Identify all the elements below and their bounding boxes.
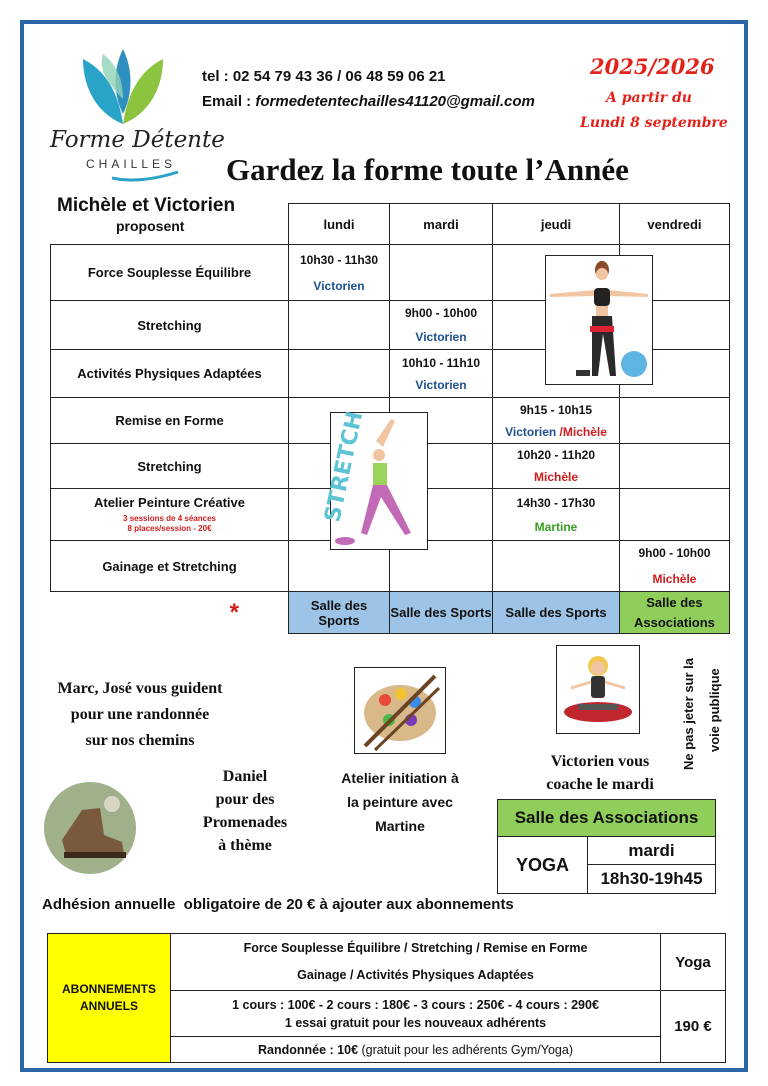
empty-cell [493,541,620,592]
atelier-line: la peinture avec [347,794,453,810]
slot-time: 9h15 - 10h15 [519,402,593,417]
asterisk-cell [51,592,289,634]
adhesion-text: Adhésion annuelle obligatoire de 20 € à ajouter aux abonnements [42,896,514,913]
paint-palette-icon [355,668,445,753]
slot-cell [390,350,493,398]
activity-note: 8 places/session - 20€ [127,524,212,533]
empty-cell [620,398,730,444]
abonnements-table [47,933,726,1063]
fitness-image [545,255,653,385]
activity-name-cell [51,489,289,541]
daniel-text [180,765,310,857]
rando-text [40,676,240,754]
slot-cell [493,444,620,489]
abonnements-label-line: ABONNEMENTS [61,982,156,996]
prices-cell [171,991,661,1037]
yoga-woman-icon [557,646,639,733]
rando-line: Marc, José vous guident [57,680,223,697]
yoga-table [497,799,716,894]
activity-name: Gainage et Stretching [51,541,289,592]
email-address[interactable]: formedetentechailles41120@gmail.com [255,93,535,110]
victorien-line: Victorien vous [550,753,650,770]
activity-name: Remise en Forme [51,398,289,444]
courses-line: Gainage / Activités Physiques Adaptées [297,968,534,982]
vertical-line: Ne pas jeter sur la [681,658,696,770]
slot-cell [620,541,730,592]
activity-name: Atelier Peinture Créative [93,495,245,510]
logo-name: Forme Détente [50,127,225,153]
slot-time: 10h20 - 11h20 [516,448,596,462]
email-line [202,93,535,110]
start-line2: Lundi 8 septembre [580,115,728,131]
slot-coach-2: Michèle [562,424,607,439]
slot-cell [493,398,620,444]
slot-time: 9h00 - 10h00 [404,306,478,320]
slot-cell [390,301,493,350]
abonnements-label-line: ANNUELS [79,999,138,1013]
yoga-label: YOGA [498,837,588,894]
slot-coach: Michèle [652,572,697,586]
hiking-boot-icon [42,780,138,876]
logo-wave-icon [110,168,180,184]
rando-line: sur nos chemins [85,732,195,749]
slot-time: 9h00 - 10h00 [638,546,711,560]
slot-coach: Victorien [415,377,467,392]
venue-cell: Salle des Associations [620,592,730,634]
daniel-line: à thème [218,837,272,854]
atelier-line: Martine [375,818,425,834]
activity-name: Stretching [51,301,289,350]
daniel-line: pour des [215,791,275,808]
vertical-notice [676,658,728,770]
slot-time: 14h30 - 17h30 [516,495,596,510]
fitness-woman-icon [546,256,652,384]
venue-cell: Salle des Sports [390,592,493,634]
prices-line: 1 cours : 100€ - 2 cours : 180€ - 3 cours : 250€ - 4 cours : 290€ [232,997,599,1012]
atelier-text [330,766,470,838]
rando-note: (gratuit pour les adhérents Gym/Yoga) [358,1042,573,1057]
yoga-day: mardi [588,837,716,865]
yoga-venue: Salle des Associations [498,800,716,837]
presenters-sub: proposent [116,218,185,234]
victorien-text [530,750,670,796]
stretch-image [320,409,428,550]
season-text: 2025/2026 [590,54,715,79]
atelier-line: Atelier initiation à [341,770,459,786]
start-line1: A partir du [606,90,692,106]
slot-coach: Victorien [415,330,467,344]
logo-icon [78,44,168,129]
day-header: lundi [289,204,390,245]
slot-time: 10h30 - 11h30 [299,252,379,267]
slot-cell [289,245,390,301]
yoga-image [556,645,640,734]
logo-sub: CHAILLES [86,157,177,171]
slot-coach: Martine [534,519,578,534]
day-header: jeudi [493,204,620,245]
empty-cell [390,245,493,301]
empty-cell [289,350,390,398]
yoga-header: Yoga [661,934,726,991]
vertical-line: voie publique [707,668,722,752]
rando-price-cell [171,1037,661,1063]
activity-name: Activités Physiques Adaptées [51,350,289,398]
presenters: Michèle et Victorien [57,195,236,216]
stretch-woman-icon [320,409,427,549]
rando-line: pour une randonnée [70,706,210,723]
asterisk: * [229,598,239,626]
email-label: Email : [202,93,256,110]
activity-note: 3 sessions de 4 séances [123,514,216,523]
empty-cell [620,489,730,541]
rando-price: Randonnée : 10€ [258,1042,359,1057]
abonnements-label [48,934,171,1063]
victorien-line: coache le mardi [546,776,654,793]
venue-cell: Salle des Sports [493,592,620,634]
daniel-line: Daniel [222,768,268,785]
daniel-line: Promenades [202,814,288,831]
empty-cell [289,301,390,350]
yoga-price: 190 € [661,991,726,1063]
day-header: vendredi [620,204,730,245]
essai-line: 1 essai gratuit pour les nouveaux adhérents [284,1015,547,1030]
empty-cell [620,444,730,489]
courses-line: Force Souplesse Équilibre / Stretching / Remise en Forme [243,941,588,955]
slot-cell [493,489,620,541]
day-header: mardi [390,204,493,245]
slot-coach: Victorien [505,424,557,439]
activity-name: Stretching [51,444,289,489]
phone-text: tel : 02 54 79 43 36 / 06 48 59 06 21 [202,68,446,85]
activity-name: Force Souplesse Équilibre [51,245,289,301]
slot-coach: Victorien [313,278,365,293]
page-title: Gardez la forme toute l’Année [226,152,629,187]
slot-time: 10h10 - 11h10 [401,355,481,370]
palette-image [354,667,446,754]
slot-coaches: Victorien /Michèle [505,424,607,439]
slot-coach: Michèle [533,470,578,484]
courses-list [171,934,661,991]
venue-cell: Salle des Sports [289,592,390,634]
yoga-time: 18h30-19h45 [588,865,716,894]
svg-text:STRETCH: STRETCH [320,409,369,525]
header-empty [51,204,289,245]
